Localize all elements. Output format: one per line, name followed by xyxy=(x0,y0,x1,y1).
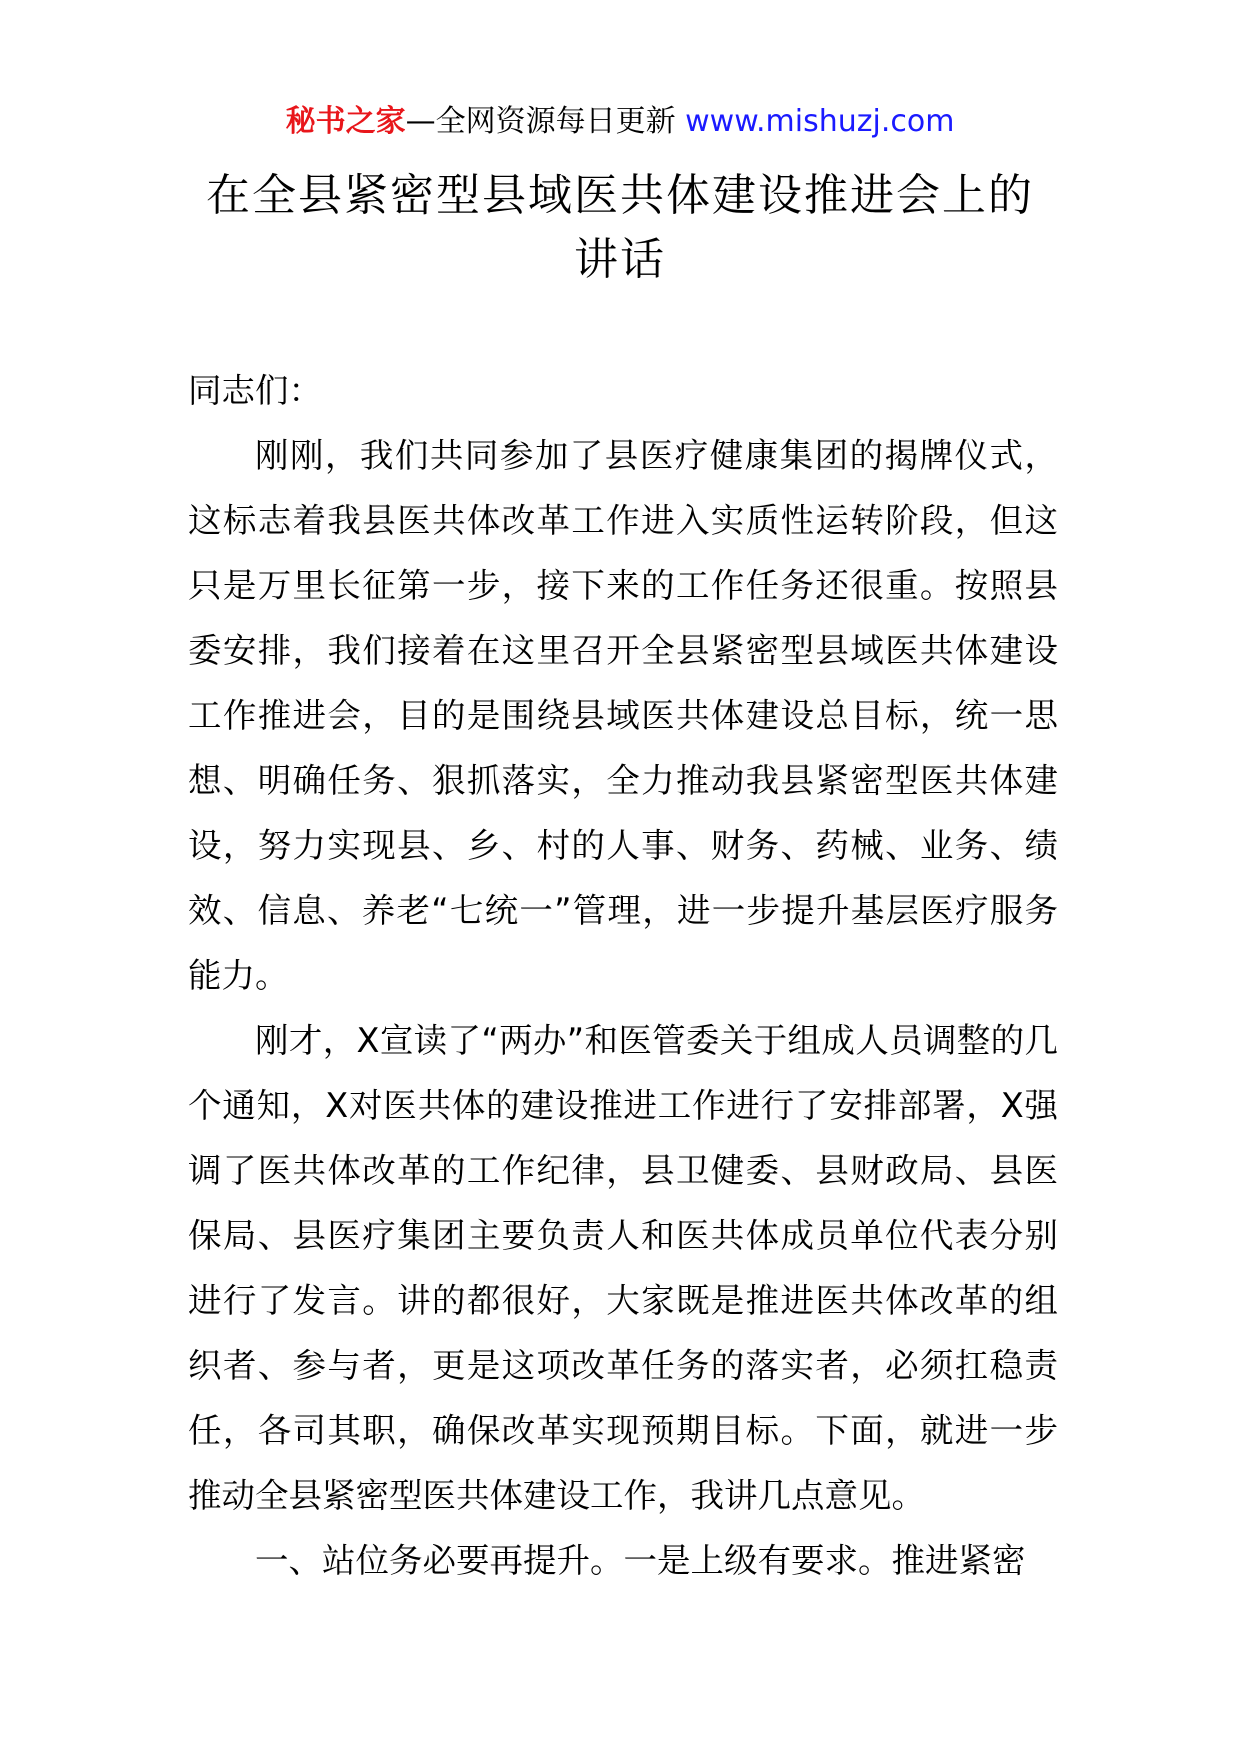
header-slogan: —全网资源每日更新 xyxy=(405,104,686,139)
paragraph: 刚刚，我们共同参加了县医疗健康集团的揭牌仪式，这标志着我县医共体改革工作进入实质性运转阶段，但这只是万里长征第一步，接下来的工作任务还很重。按照县委安排，我们接着在这里召开全县紧密型县域医共体建设工作推进会，目的是围绕县域医共体建设总目标，统一思想、明确任务、狠抓落实，全力推动我县紧密型医共体建设，努力实现县、乡、村的人事、财务、药械、业务、绩效、信息、养老“七统一”管理，进一步提升基层医疗服务能力。 xyxy=(188,436,1058,995)
paragraph: 刚才，X宣读了“两办”和医管委关于组成人员调整的几个通知，X对医共体的建设推进工作进行了安排部署，X强调了医共体改革的工作纪律，县卫健委、县财政局、县医保局、县医疗集团主要负责人和医共体成员单位代表分别进行了发言。讲的都很好，大家既是推进医共体改革的组织者、参与者，更是这项改革任务的落实者，必须扛稳责任，各司其职，确保改革实现预期目标。下面，就进一步推动全县紧密型医共体建设工作，我讲几点意见。 xyxy=(188,1021,1058,1515)
header-banner xyxy=(0,100,1240,144)
title-line-2: 讲话 xyxy=(574,234,666,285)
paragraph: 一、站位务必要再提升。一是上级有要求。推进紧密 xyxy=(255,1541,1026,1580)
website-link[interactable]: www.mishuzj.com xyxy=(685,104,955,139)
document-title xyxy=(140,164,1100,292)
brand-name: 秘书之家 xyxy=(285,104,406,139)
title-line-1: 在全县紧密型县域医共体建设推进会上的 xyxy=(206,170,1034,221)
document-body xyxy=(188,358,1058,1593)
salutation: 同志们： xyxy=(188,371,322,410)
